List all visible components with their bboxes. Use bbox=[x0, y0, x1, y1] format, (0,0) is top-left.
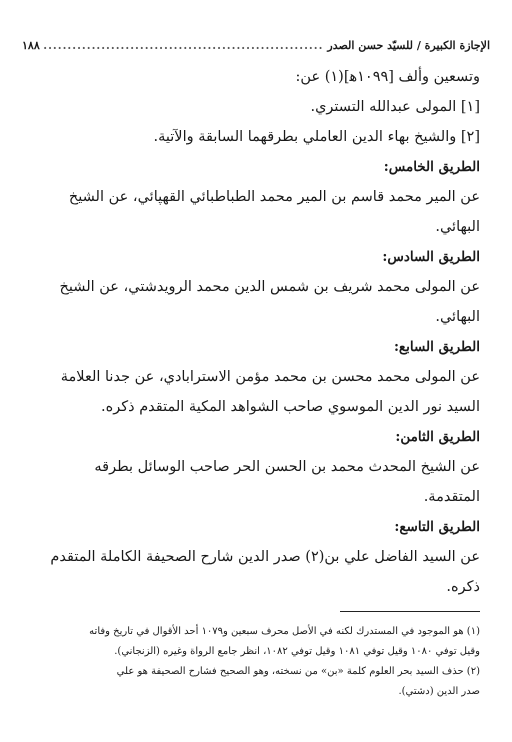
text-line: عن السيد الفاضل علي بن(٢) صدر الدين شارح الصحيفة الكاملة المتقدم bbox=[50, 549, 480, 565]
section-heading-seventh: الطريق السابع: bbox=[393, 339, 480, 355]
header-leader-dots bbox=[44, 39, 324, 52]
footnote-line: (٢) حذف السيد بحر العلوم كلمة «بن» من نسخته، وهو الصحيح فشارح الصحيفة هو علي bbox=[116, 666, 480, 677]
text-line: وتسعين وألف [١٠٩٩ﻫ](١) عن: bbox=[295, 69, 480, 85]
footnote-separator bbox=[340, 611, 480, 612]
footnote-line: (١) هو الموجود في المستدرك لكنه في الأصل محرف سبعين و١٠٧٩ أحد الأقوال في تاريخ وفاته bbox=[89, 626, 480, 637]
text-line: عن الشيخ المحدث محمد بن الحسن الحر صاحب الوسائل بطرقه bbox=[94, 459, 480, 475]
text-line: [١] المولى عبدالله التستري. bbox=[310, 99, 480, 115]
text-line: عن المولى محمد محسن بن محمد مؤمن الاسترابادي، عن جدنا العلامة bbox=[60, 369, 480, 385]
main-text bbox=[30, 62, 480, 602]
text-line: عن المير محمد قاسم بن المير محمد الطباطبائي القهپائي، عن الشيخ bbox=[68, 189, 480, 205]
text-line: [٢] والشيخ بهاء الدين العاملي بطرقهما السابقة والآتية. bbox=[153, 129, 480, 145]
footnote-line: صدر الدين (دشتي). bbox=[398, 686, 480, 697]
text-line: البهائي. bbox=[435, 219, 480, 235]
section-heading-eighth: الطريق الثامن: bbox=[395, 429, 480, 445]
footnotes bbox=[30, 622, 480, 702]
header-title: الإجازة الكبيرة / للسيّد حسن الصدر bbox=[327, 38, 490, 52]
running-header bbox=[22, 34, 490, 56]
text-line: ذكره. bbox=[446, 579, 480, 595]
text-line: المتقدمة. bbox=[423, 489, 480, 505]
section-heading-ninth: الطريق التاسع: bbox=[394, 519, 480, 535]
footnote-line: وقيل توفي ١٠٨٠ وقيل توفي ١٠٨١ وقيل توفي ١٠٨٢، انظر جامع الرواة وغيره (الزنجاني). bbox=[114, 646, 480, 657]
text-line: البهائي. bbox=[435, 309, 480, 325]
text-line: السيد نور الدين الموسوي صاحب الشواهد المكية المتقدم ذكره. bbox=[101, 399, 480, 415]
section-heading-fifth: الطريق الخامس: bbox=[383, 159, 480, 175]
page-number: ١٨٨ bbox=[22, 38, 40, 52]
text-line: عن المولى محمد شريف بن شمس الدين محمد الرويدشتي، عن الشيخ bbox=[59, 279, 480, 295]
section-heading-sixth: الطريق السادس: bbox=[382, 249, 480, 265]
